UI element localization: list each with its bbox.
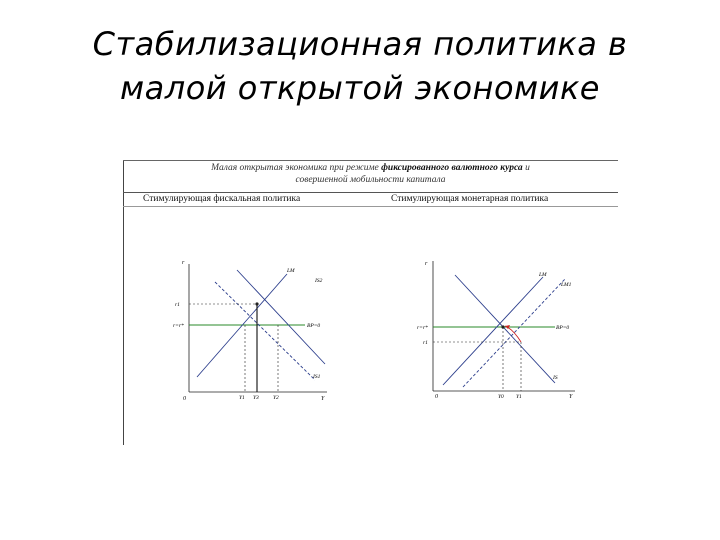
monetary-policy-chart: [415, 255, 585, 405]
column-heading-fiscal: Стимулирующая фискальная политика: [143, 194, 301, 204]
caption-line-2: совершенной мобильности капитала: [295, 175, 446, 185]
right-y-axis-label: r: [425, 261, 428, 267]
right-origin-label: 0: [435, 394, 438, 400]
slide-title-line-1: Стабилизационная политика в: [92, 25, 628, 63]
slide-title-line-2: малой открытой экономике: [120, 69, 600, 107]
left-is2-curve: [237, 270, 325, 364]
left-y-axis-label: r: [182, 260, 185, 266]
right-r1-label: r1: [423, 340, 428, 346]
figure-caption: [143, 162, 598, 186]
right-x-axis-label: Y: [569, 394, 573, 400]
fiscal-policy-chart: [175, 252, 335, 402]
caption-line-1-emphasis: фиксированного валютного курса: [381, 163, 523, 173]
caption-line-1-tail: и: [522, 163, 530, 173]
header-divider-bottom: [123, 206, 618, 207]
right-equilibrium-point: [501, 325, 504, 328]
left-is1-curve: [215, 282, 315, 380]
left-is2-label: IS2: [315, 278, 323, 284]
left-bp-label: BP=0: [307, 323, 321, 329]
right-y0-label: Y0: [498, 394, 504, 400]
policy-figure: [123, 160, 618, 445]
left-r1-label: r1: [175, 302, 180, 308]
caption-line-1-text: Малая открытая экономика при режиме: [211, 163, 382, 173]
left-is1-label: IS1: [313, 374, 321, 380]
left-rstar-label: r=r*: [173, 323, 184, 329]
right-is-curve: [455, 275, 555, 383]
figure-left-border: [123, 160, 124, 445]
right-y1-label: Y1: [516, 394, 522, 400]
caption-line-1: [143, 162, 598, 174]
slide-title: [40, 22, 680, 110]
figure-top-border: [123, 160, 618, 161]
right-is-label: IS: [553, 375, 558, 381]
left-intermediate-point: [255, 302, 258, 305]
column-heading-monetary: Стимулирующая монетарная политика: [391, 194, 549, 204]
left-origin-label: 0: [183, 396, 186, 402]
left-lm-label: LM: [287, 268, 295, 274]
right-lm1-label: LM1: [561, 282, 572, 288]
left-y1-label: Y1: [239, 395, 245, 401]
header-divider-top: [123, 192, 618, 193]
right-rstar-label: r=r*: [417, 325, 428, 331]
right-lm-curve: [443, 277, 543, 385]
left-y2-label: Y2: [273, 395, 279, 401]
left-x-axis-label: Y: [321, 396, 325, 402]
right-bp-label: BP=0: [556, 325, 570, 331]
right-lm-label: LM: [539, 272, 547, 278]
left-y3-label: Y3: [253, 395, 259, 401]
